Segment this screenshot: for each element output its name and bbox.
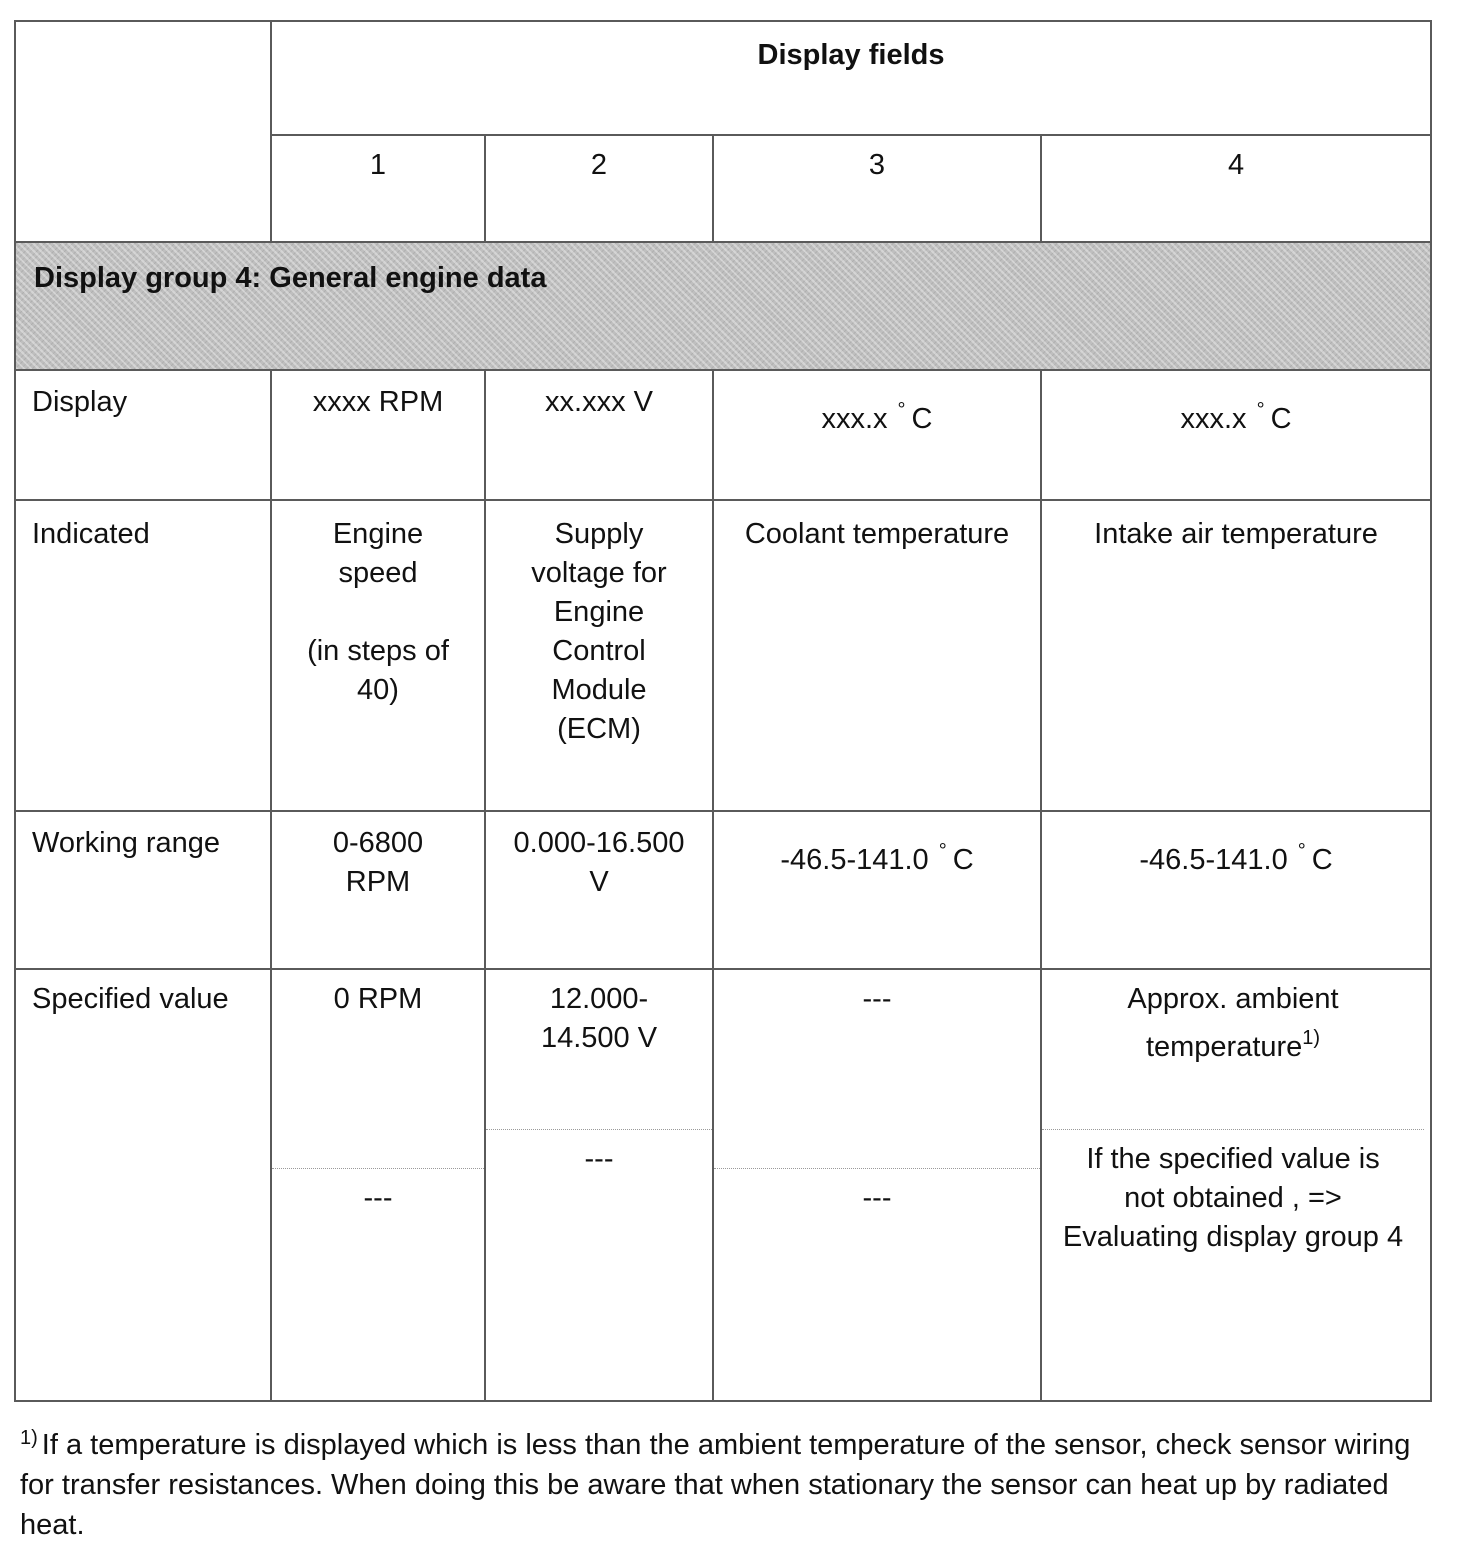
column-header-2: 2 [485,135,713,242]
working-range-field-3 [713,811,1041,969]
specified-value-field-2-main [486,980,712,1108]
display-fields-title: Display fields [271,21,1431,135]
footnote-reference: 1) [1302,1027,1321,1049]
specified-value-field-3-value: --- [862,983,892,1015]
working-range-field-2-line: V [589,866,609,898]
display-group-title: Display group 4: General engine data [15,242,1431,370]
indicated-field-1-spacer [272,593,484,632]
indicated-field-2-line: Control [552,635,646,667]
specified-value-field-4-line: Approx. ambient [1127,983,1339,1015]
degree-symbol: ° [897,399,906,421]
specified-value-field-4-line2 [1042,1019,1424,1067]
indicated-field-2-line: Supply [554,518,644,550]
working-range-row [15,811,1431,969]
display-row [15,370,1431,500]
specified-value-field-4-sub-line: not obtained , => [1124,1182,1342,1214]
column-header-3: 3 [713,135,1041,242]
specified-value-field-3-sub: --- [714,1168,1040,1218]
indicated-field-2-line: (ECM) [557,713,641,745]
degree-symbol: ° [1256,399,1265,421]
indicated-field-2-line: Module [551,674,647,706]
display-field-4-value: xxx.x [1180,403,1247,435]
indicated-field-3: Coolant temperature [713,500,1041,811]
working-range-field-2 [485,811,713,969]
column-header-1: 1 [271,135,485,242]
display-field-2: xx.xxx V [485,370,713,500]
specified-value-field-4-main [1042,980,1424,1108]
specified-value-field-2-sub: --- [486,1129,712,1179]
indicated-field-2 [485,500,713,811]
specified-value-field-4-sub [1042,1129,1424,1257]
indicated-field-1 [271,500,485,811]
indicated-field-1-line: speed [338,557,418,589]
display-field-3-value: xxx.x [821,403,888,435]
header-title-row [15,21,1431,135]
display-field-4-unit: C [1270,403,1292,435]
specified-value-field-1-sub: --- [272,1168,484,1218]
working-range-field-1-line: 0-6800 [332,827,424,859]
display-field-3 [713,370,1041,500]
working-range-field-4-unit: C [1311,844,1333,876]
indicated-field-1-line: Engine [332,518,424,550]
indicated-field-2-line: voltage for [531,557,667,589]
working-range-field-3-value: -46.5-141.0 [780,844,929,876]
specified-value-field-4-sub-line: Evaluating display group 4 [1062,1221,1404,1253]
working-range-label: Working range [15,811,271,969]
working-range-field-4-value: -46.5-141.0 [1139,844,1288,876]
specified-value-field-1 [271,969,485,1401]
specified-value-field-3 [713,969,1041,1401]
footnote-mark: 1) [20,1427,38,1449]
specified-value-field-2-line: 12.000- [549,983,649,1015]
degree-symbol: ° [1297,840,1306,862]
specified-value-field-4 [1041,969,1431,1401]
specified-value-field-2 [485,969,713,1401]
specified-value-field-2-line: 14.500 V [540,1022,658,1054]
specified-value-field-4-text: temperature [1145,1031,1303,1063]
working-range-field-3-unit: C [952,844,974,876]
specified-value-field-1-value: 0 RPM [333,983,423,1015]
indicated-field-2-line: Engine [553,596,645,628]
working-range-field-1-line: RPM [345,866,411,898]
display-label: Display [15,370,271,500]
header-corner-cell [15,21,271,242]
footnote [20,1418,1440,1545]
engine-data-table [14,20,1432,1402]
degree-symbol: ° [938,840,947,862]
specified-value-row [15,969,1431,1401]
indicated-row [15,500,1431,811]
working-range-field-1 [271,811,485,969]
working-range-field-2-line: 0.000-16.500 [513,827,685,859]
display-field-1: xxxx RPM [271,370,485,500]
indicated-field-1-line: 40) [357,674,399,706]
specified-value-field-1-main [272,980,484,1108]
specified-value-field-3-main [714,980,1040,1108]
footnote-text: If a temperature is displayed which is less than the ambient temperature of the sensor, check sensor wiring for transfer resistances. When doing this be aware that when stationary the sensor can heat up by radiated heat. [20,1429,1411,1541]
specified-value-label: Specified value [15,969,271,1401]
display-field-3-unit: C [911,403,933,435]
working-range-field-4 [1041,811,1431,969]
specified-value-field-4-sub-line: If the specified value is [1086,1143,1380,1175]
indicated-field-4: Intake air temperature [1041,500,1431,811]
display-field-4 [1041,370,1431,500]
group-row [15,242,1431,370]
indicated-label: Indicated [15,500,271,811]
column-header-4: 4 [1041,135,1431,242]
indicated-field-1-line: (in steps of [307,635,449,667]
